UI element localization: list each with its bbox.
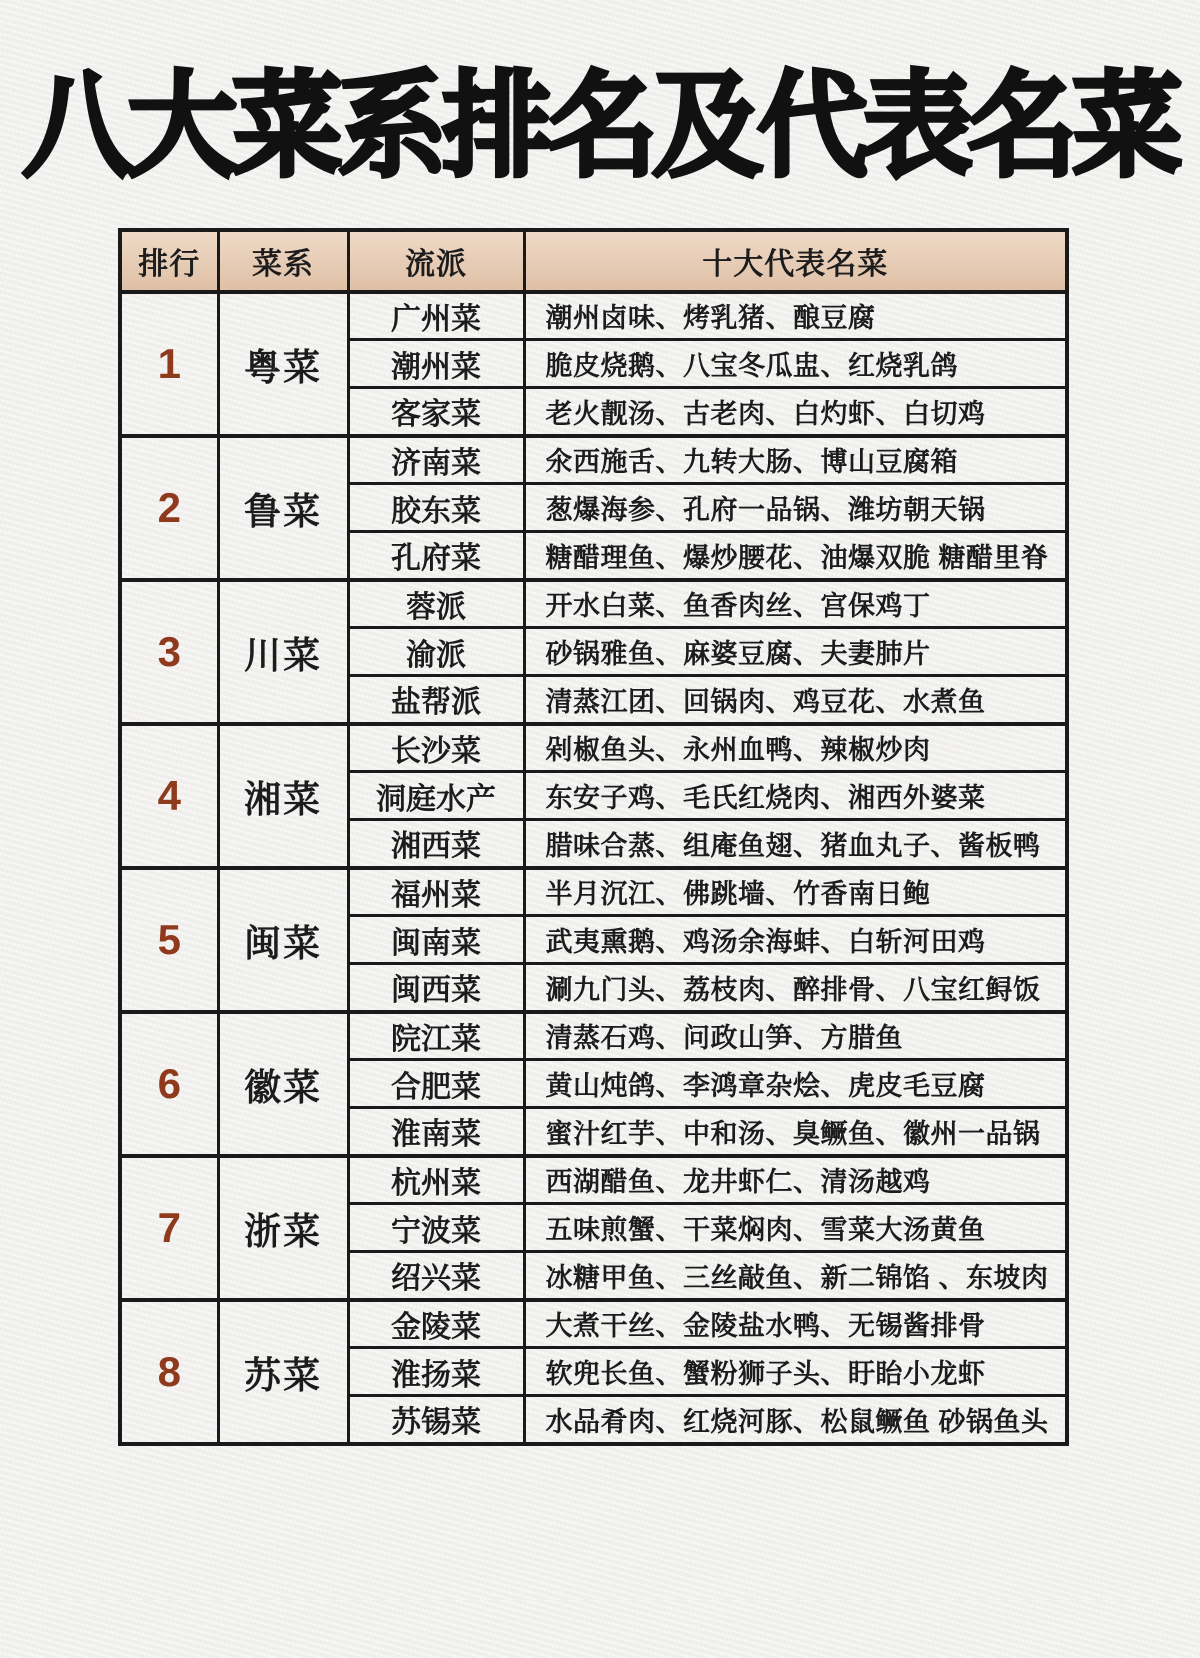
rank-cell: 2 <box>120 436 218 580</box>
school-cell: 蓉派 <box>348 580 524 628</box>
rank-cell: 1 <box>120 292 218 436</box>
rank-cell: 3 <box>120 580 218 724</box>
table-row <box>120 1300 1067 1348</box>
dishes-cell: 糖醋理鱼、爆炒腰花、油爆双脆 糖醋里脊 <box>524 532 1067 580</box>
school-cell: 绍兴菜 <box>348 1252 524 1300</box>
dishes-cell: 腊味合蒸、组庵鱼翅、猪血丸子、酱板鸭 <box>524 820 1067 868</box>
dishes-cell: 清蒸石鸡、问政山笋、方腊鱼 <box>524 1012 1067 1060</box>
dishes-cell: 武夷熏鹅、鸡汤余海蚌、白斩河田鸡 <box>524 916 1067 964</box>
table-row <box>120 292 1067 340</box>
dishes-cell: 氽西施舌、九转大肠、博山豆腐箱 <box>524 436 1067 484</box>
school-cell: 福州菜 <box>348 868 524 916</box>
header-dishes: 十大代表名菜 <box>524 230 1067 292</box>
dishes-cell: 黄山炖鸽、李鸿章杂烩、虎皮毛豆腐 <box>524 1060 1067 1108</box>
school-cell: 广州菜 <box>348 292 524 340</box>
dishes-cell: 软兜长鱼、蟹粉狮子头、盱眙小龙虾 <box>524 1348 1067 1396</box>
school-cell: 院江菜 <box>348 1012 524 1060</box>
school-cell: 盐帮派 <box>348 676 524 724</box>
school-cell: 客家菜 <box>348 388 524 436</box>
table-row <box>120 436 1067 484</box>
cuisine-ranking-table <box>118 228 1069 1446</box>
dishes-cell: 剁椒鱼头、永州血鸭、辣椒炒肉 <box>524 724 1067 772</box>
school-cell: 胶东菜 <box>348 484 524 532</box>
dishes-cell: 砂锅雅鱼、麻婆豆腐、夫妻肺片 <box>524 628 1067 676</box>
dishes-cell: 开水白菜、鱼香肉丝、宫保鸡丁 <box>524 580 1067 628</box>
school-cell: 淮扬菜 <box>348 1348 524 1396</box>
dishes-cell: 西湖醋鱼、龙井虾仁、清汤越鸡 <box>524 1156 1067 1204</box>
header-rank: 排行 <box>120 230 218 292</box>
table-header-row <box>120 230 1067 292</box>
school-cell: 合肥菜 <box>348 1060 524 1108</box>
rank-cell: 5 <box>120 868 218 1012</box>
rank-cell: 4 <box>120 724 218 868</box>
school-cell: 闽南菜 <box>348 916 524 964</box>
cuisine-cell: 苏菜 <box>218 1300 348 1444</box>
dishes-cell: 冰糖甲鱼、三丝敲鱼、新二锦馅 、东坡肉 <box>524 1252 1067 1300</box>
school-cell: 长沙菜 <box>348 724 524 772</box>
rank-cell: 8 <box>120 1300 218 1444</box>
school-cell: 金陵菜 <box>348 1300 524 1348</box>
dishes-cell: 葱爆海参、孔府一品锅、潍坊朝天锅 <box>524 484 1067 532</box>
page-title: 八大菜系排名及代表名菜 <box>22 62 1178 191</box>
cuisine-cell: 鲁菜 <box>218 436 348 580</box>
school-cell: 苏锡菜 <box>348 1396 524 1444</box>
school-cell: 闽西菜 <box>348 964 524 1012</box>
table-row <box>120 1012 1067 1060</box>
cuisine-cell: 徽菜 <box>218 1012 348 1156</box>
school-cell: 杭州菜 <box>348 1156 524 1204</box>
dishes-cell: 半月沉江、佛跳墙、竹香南日鲍 <box>524 868 1067 916</box>
header-cuisine: 菜系 <box>218 230 348 292</box>
rank-cell: 7 <box>120 1156 218 1300</box>
school-cell: 济南菜 <box>348 436 524 484</box>
dishes-cell: 东安子鸡、毛氏红烧肉、湘西外婆菜 <box>524 772 1067 820</box>
dishes-cell: 老火靓汤、古老肉、白灼虾、白切鸡 <box>524 388 1067 436</box>
school-cell: 洞庭水产 <box>348 772 524 820</box>
dishes-cell: 潮州卤味、烤乳猪、酿豆腐 <box>524 292 1067 340</box>
cuisine-cell: 浙菜 <box>218 1156 348 1300</box>
dishes-cell: 清蒸江团、回锅肉、鸡豆花、水煮鱼 <box>524 676 1067 724</box>
cuisine-cell: 川菜 <box>218 580 348 724</box>
school-cell: 孔府菜 <box>348 532 524 580</box>
table-row <box>120 724 1067 772</box>
header-school: 流派 <box>348 230 524 292</box>
school-cell: 湘西菜 <box>348 820 524 868</box>
school-cell: 宁波菜 <box>348 1204 524 1252</box>
dishes-cell: 五味煎蟹、干菜焖肉、雪菜大汤黄鱼 <box>524 1204 1067 1252</box>
table-row <box>120 1156 1067 1204</box>
dishes-cell: 水品肴肉、红烧河豚、松鼠鳜鱼 砂锅鱼头 <box>524 1396 1067 1444</box>
school-cell: 淮南菜 <box>348 1108 524 1156</box>
dishes-cell: 大煮干丝、金陵盐水鸭、无锡酱排骨 <box>524 1300 1067 1348</box>
cuisine-cell: 湘菜 <box>218 724 348 868</box>
school-cell: 渝派 <box>348 628 524 676</box>
dishes-cell: 脆皮烧鹅、八宝冬瓜盅、红烧乳鸽 <box>524 340 1067 388</box>
cuisine-cell: 粤菜 <box>218 292 348 436</box>
dishes-cell: 蜜汁红芋、中和汤、臭鳜鱼、徽州一品锅 <box>524 1108 1067 1156</box>
rank-cell: 6 <box>120 1012 218 1156</box>
dishes-cell: 涮九门头、荔枝肉、醉排骨、八宝红鲟饭 <box>524 964 1067 1012</box>
table-row <box>120 868 1067 916</box>
cuisine-cell: 闽菜 <box>218 868 348 1012</box>
school-cell: 潮州菜 <box>348 340 524 388</box>
table-row <box>120 580 1067 628</box>
